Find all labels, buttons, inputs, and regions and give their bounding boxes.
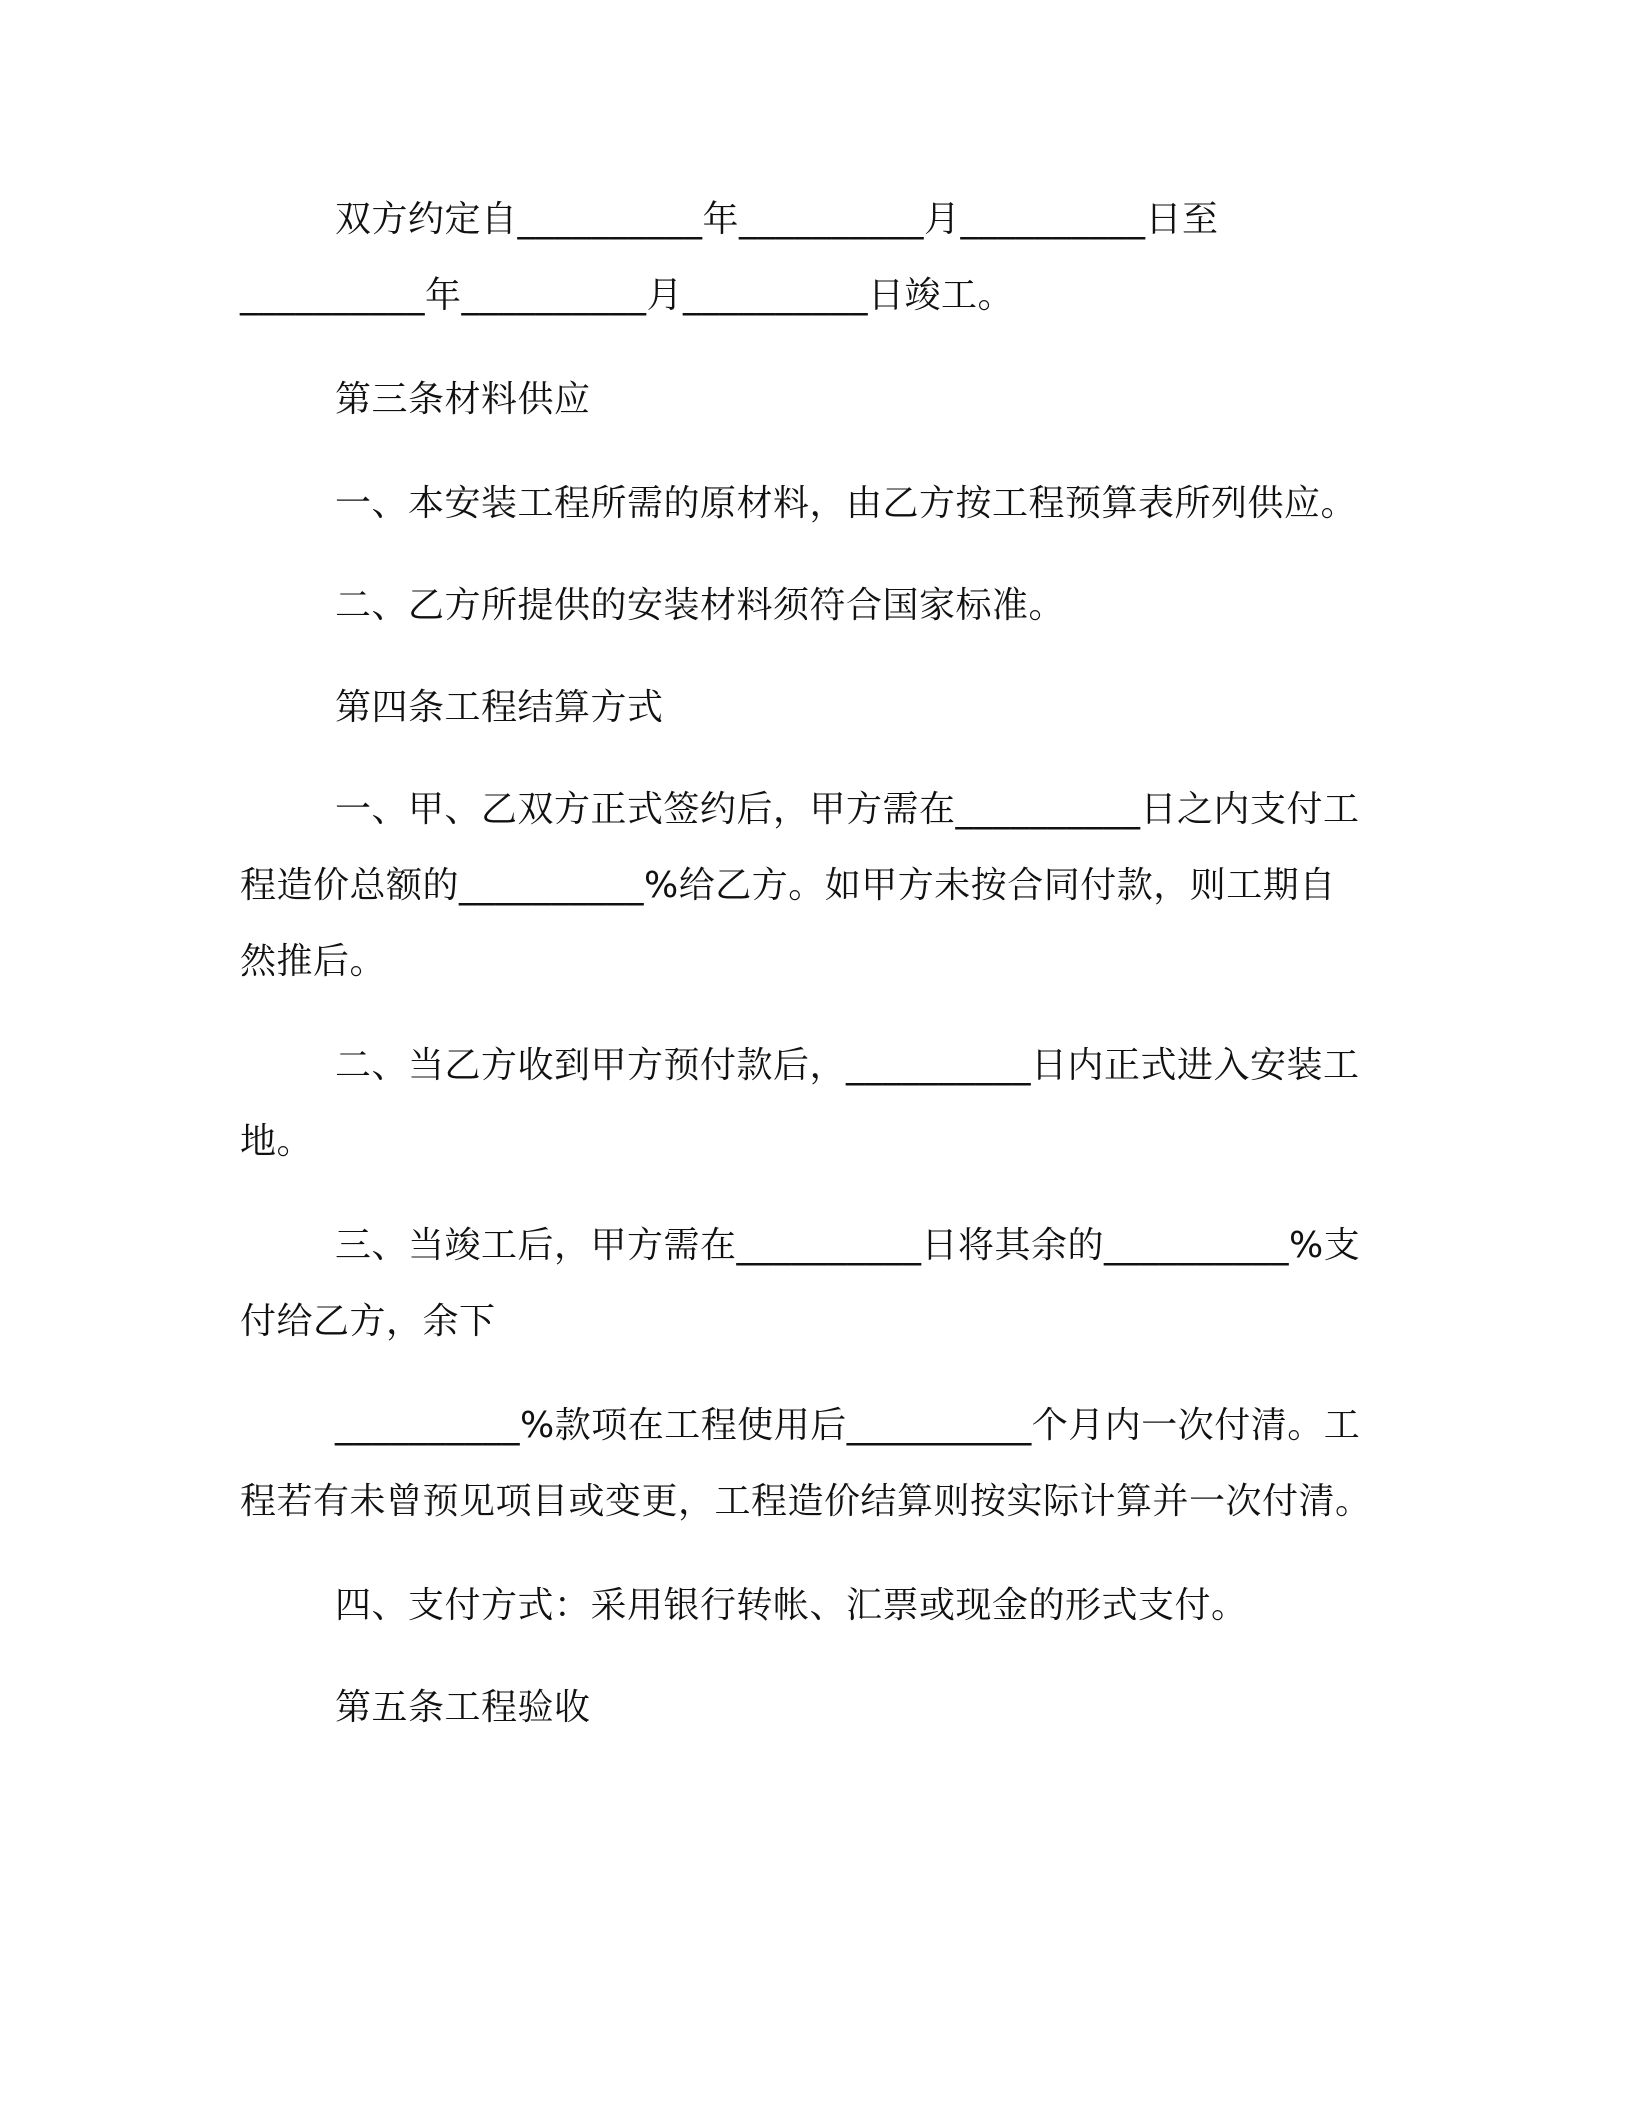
article-4-clause-3-line-2: 付给乙方，余下 [240, 1301, 496, 1342]
article-4-clause-3-line-3: __________%款项在工程使用后__________个月内一次付清。工 [335, 1405, 1361, 1446]
article-3-heading: 第三条材料供应 [335, 379, 591, 420]
article-4-clause-1-line-2: 程造价总额的__________%给乙方。如甲方未按合同付款，则工期自 [240, 865, 1336, 906]
article-4-clause-3-line-4: 程若有未曾预见项目或变更，工程造价结算则按实际计算并一次付清。 [240, 1481, 1372, 1522]
article-3-clause-1: 一、本安装工程所需的原材料，由乙方按工程预算表所列供应。 [335, 483, 1358, 524]
article-4-clause-1-line-1: 一、甲、乙双方正式签约后，甲方需在__________日之内支付工 [335, 789, 1360, 830]
article-5-heading: 第五条工程验收 [335, 1687, 591, 1728]
article-4-clause-3-line-1: 三、当竣工后，甲方需在__________日将其余的__________%支 [335, 1225, 1361, 1266]
article-3-clause-2: 二、乙方所提供的安装材料须符合国家标准。 [335, 585, 1066, 626]
article-4-clause-1-line-3: 然推后。 [240, 941, 387, 982]
paragraph-completion-date-line-2: __________年__________月__________日竣工。 [240, 275, 1015, 316]
article-4-clause-2-line-1: 二、当乙方收到甲方预付款后，__________日内正式进入安装工 [335, 1045, 1360, 1086]
paragraph-completion-date-line-1: 双方约定自__________年__________月__________日至 [335, 199, 1219, 240]
article-4-heading: 第四条工程结算方式 [335, 687, 664, 728]
article-4-clause-4: 四、支付方式：采用银行转帐、汇票或现金的形式支付。 [335, 1585, 1248, 1626]
article-4-clause-2-line-2: 地。 [240, 1121, 314, 1162]
